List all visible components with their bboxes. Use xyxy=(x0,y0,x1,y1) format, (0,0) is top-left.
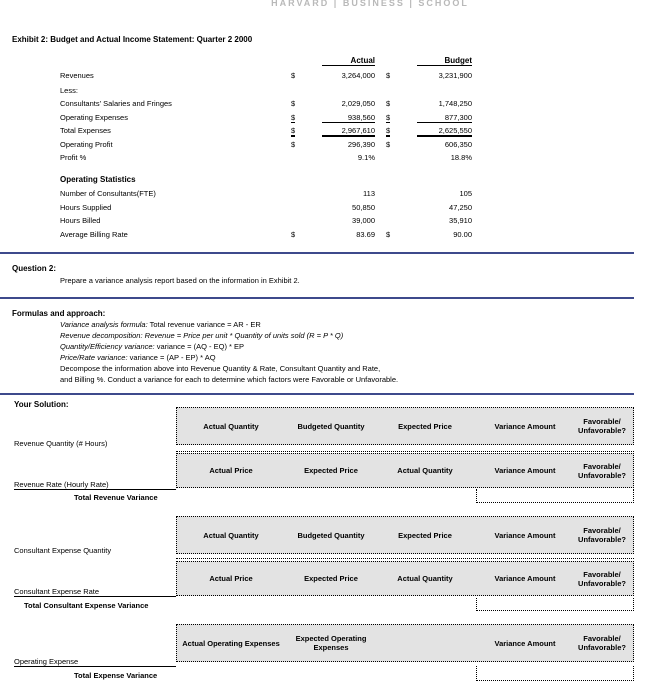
header-variance-amount: Variance Amount xyxy=(494,466,556,475)
header-actual-operating-expenses: Actual Operating Expenses xyxy=(182,638,280,648)
label-total-expense-variance: Total Expense Variance xyxy=(74,671,158,680)
header-variance-amount: Variance Amount xyxy=(494,421,556,431)
income-row-dollar: $ xyxy=(386,113,391,122)
stats-row-label: Hours Supplied xyxy=(60,203,112,212)
label-total-revenue-variance: Total Revenue Variance xyxy=(74,493,158,502)
header-actual-quantity: Actual Quantity xyxy=(397,574,453,583)
header-expected-price: Expected Price xyxy=(304,466,358,475)
label-consultant-rate: Consultant Expense Rate xyxy=(14,587,176,597)
income-row-dollar: $ xyxy=(291,71,296,80)
income-row-actual: 2,029,050 xyxy=(341,99,375,108)
header-favorable: Favorable/ Unfavorable? xyxy=(578,526,626,544)
formula-line xyxy=(60,353,216,362)
divider xyxy=(0,252,634,254)
divider xyxy=(0,393,634,395)
header-favorable: Favorable/ Unfavorable? xyxy=(578,417,626,435)
stats-row-dollar: $ xyxy=(291,230,296,239)
solution-title: Your Solution: xyxy=(14,400,69,409)
stats-row-actual: 113 xyxy=(363,189,375,198)
income-row-dollar: $ xyxy=(291,140,296,149)
income-row-actual: 9.1% xyxy=(357,153,375,162)
formula-line xyxy=(60,320,261,329)
header-actual-quantity: Actual Quantity xyxy=(203,530,259,540)
income-row-dollar: $ xyxy=(291,99,296,108)
stats-row-budget: 90.00 xyxy=(453,230,472,239)
income-row-label: Operating Profit xyxy=(60,140,113,149)
formula-term: Quantity/Efficiency variance: xyxy=(60,342,155,351)
formula-line xyxy=(60,331,343,340)
question-title: Question 2: xyxy=(12,264,57,273)
header-expected-operating-expenses: Expected Operating Expenses xyxy=(295,634,367,652)
revenue-quantity-headers xyxy=(176,407,634,445)
formula-text: variance = (AP - EP) * AQ xyxy=(127,353,216,362)
income-row-actual: 3,264,000 xyxy=(341,71,375,80)
header-favorable: Favorable/ Unfavorable? xyxy=(578,461,626,480)
input-row[interactable] xyxy=(176,558,634,559)
income-row-budget: 18.8% xyxy=(450,153,472,162)
col-header-actual: Actual xyxy=(322,56,375,66)
formula-term: Variance analysis formula: xyxy=(60,320,148,329)
stats-row-actual: 50,850 xyxy=(352,203,375,212)
input-box-total-consultant[interactable] xyxy=(476,598,634,611)
income-row-actual: 296,390 xyxy=(347,140,375,149)
header-actual-quantity: Actual Quantity xyxy=(397,466,453,475)
header-variance-amount: Variance Amount xyxy=(494,638,556,648)
label-revenue-quantity: Revenue Quantity (# Hours) xyxy=(14,439,108,448)
header-actual-price: Actual Price xyxy=(209,466,253,475)
formula-text: variance = (AQ - EQ) * EP xyxy=(154,342,245,351)
stats-title: Operating Statistics xyxy=(60,175,136,184)
stats-row-actual: 39,000 xyxy=(352,216,375,225)
header-actual-quantity: Actual Quantity xyxy=(203,421,259,431)
exhibit-title: Exhibit 2: Budget and Actual Income Statement: Quarter 2 2000 xyxy=(12,35,253,44)
header-actual-price: Actual Price xyxy=(209,574,253,583)
income-row-actual: 2,967,610 xyxy=(322,126,375,137)
stats-row-actual: 83.69 xyxy=(356,230,375,239)
header-expected-price: Expected Price xyxy=(398,530,452,540)
label-operating-expense: Operating Expense xyxy=(14,657,176,667)
income-row-dollar: $ xyxy=(386,140,391,149)
revenue-rate-headers xyxy=(176,453,634,488)
income-row-budget: 3,231,900 xyxy=(438,71,472,80)
consultant-rate-headers xyxy=(176,561,634,596)
header-expected-price: Expected Price xyxy=(304,574,358,583)
stats-row-dollar: $ xyxy=(386,230,391,239)
stats-row-budget: 47,250 xyxy=(449,203,472,212)
formula-line xyxy=(60,342,244,351)
input-box-total-expense[interactable] xyxy=(476,666,634,681)
col-header-budget: Budget xyxy=(417,56,472,66)
operating-expense-headers xyxy=(176,624,634,662)
formula-line: Decompose the information above into Revenue Quantity & Rate, Consultant Quantity and Rate, xyxy=(60,364,381,373)
formulas-title: Formulas and approach: xyxy=(12,309,106,318)
label-total-consultant-variance: Total Consultant Expense Variance xyxy=(24,601,149,610)
header-budgeted-quantity: Budgeted Quantity xyxy=(297,530,365,540)
header-variance-amount: Variance Amount xyxy=(494,574,556,583)
income-row-label: Profit % xyxy=(60,153,87,162)
formula-term: Price/Rate variance: xyxy=(60,353,128,362)
header-expected-price: Expected Price xyxy=(398,421,452,431)
income-row-dollar: $ xyxy=(291,113,296,122)
income-row-budget: 606,350 xyxy=(444,140,472,149)
formula-term: Revenue decomposition: xyxy=(60,331,143,340)
header-budgeted-quantity: Budgeted Quantity xyxy=(297,421,365,431)
label-consultant-quantity: Consultant Expense Quantity xyxy=(14,546,112,555)
header-favorable: Favorable/ Unfavorable? xyxy=(578,634,626,652)
formula-text: Total revenue variance = AR - ER xyxy=(147,320,261,329)
income-row-label: Operating Expenses xyxy=(60,113,128,122)
divider xyxy=(0,297,634,299)
income-row-label: Total Expenses xyxy=(60,126,111,135)
stats-row-label: Number of Consultants(FTE) xyxy=(60,189,156,198)
income-row-label: Consultants' Salaries and Fringes xyxy=(60,99,172,108)
income-row-budget: 2,625,550 xyxy=(417,126,472,137)
income-row-actual: 938,560 xyxy=(322,113,375,123)
income-row-label: Revenues xyxy=(60,71,94,80)
consultant-quantity-headers xyxy=(176,516,634,554)
income-row-dollar: $ xyxy=(386,71,391,80)
income-row-dollar: $ xyxy=(386,99,391,108)
label-revenue-rate: Revenue Rate (Hourly Rate) xyxy=(14,480,176,490)
income-row-dollar: $ xyxy=(291,126,296,135)
stats-row-budget: 35,910 xyxy=(449,216,472,225)
stats-row-label: Average Billing Rate xyxy=(60,230,128,239)
income-row-budget: 877,300 xyxy=(417,113,472,123)
income-row-label: Less: xyxy=(60,86,78,95)
income-row-budget: 1,748,250 xyxy=(438,99,472,108)
header-favorable: Favorable/ Unfavorable? xyxy=(578,569,626,588)
input-box-total-revenue[interactable] xyxy=(476,489,634,503)
stats-row-budget: 105 xyxy=(459,189,472,198)
school-banner: HARVARD | BUSINESS | SCHOOL xyxy=(271,0,469,8)
header-variance-amount: Variance Amount xyxy=(494,530,556,540)
question-text: Prepare a variance analysis report based on the information in Exhibit 2. xyxy=(60,276,300,285)
stats-row-label: Hours Billed xyxy=(60,216,101,225)
formula-text: Revenue = Price per unit * Quantity of units sold (R = P * Q) xyxy=(142,331,344,340)
income-row-dollar: $ xyxy=(386,126,391,135)
input-row[interactable] xyxy=(176,451,634,452)
formula-line: and Billing %. Conduct a variance for each to determine which factors were Favorable or Unfavorable. xyxy=(60,375,399,384)
